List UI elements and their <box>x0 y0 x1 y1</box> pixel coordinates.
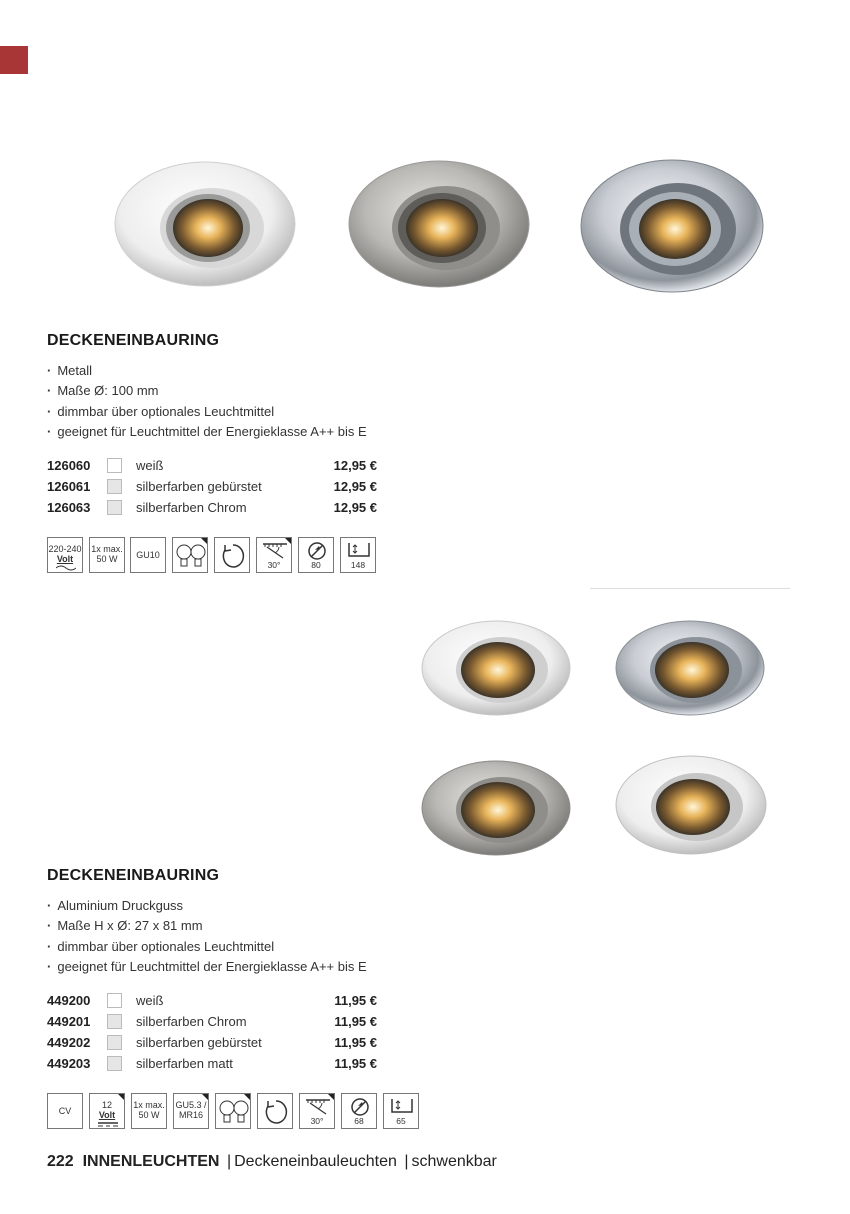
price: 12,95 € <box>333 458 377 473</box>
socket-line2: MR16 <box>178 1110 203 1120</box>
voltage-value: 220-240 <box>48 544 82 554</box>
price: 12,95 € <box>333 479 377 494</box>
tilt-angle-icon <box>256 537 292 573</box>
footer-subcategory: schwenkbar <box>411 1153 497 1170</box>
product-image-white-ring <box>112 158 298 290</box>
feature-item: · dimmbar über optionales Leuchtmittel <box>47 402 367 422</box>
product-table <box>47 990 377 1074</box>
max-watt-icon <box>89 537 125 573</box>
corner-tab <box>0 46 28 74</box>
bulb-icon <box>175 542 207 570</box>
color-name: silberfarben gebürstet <box>136 1035 262 1050</box>
feature-item: · geeignet für Leuchtmittel der Energieklasse A++ bis E <box>47 422 367 442</box>
diameter-value: 68 <box>354 1116 364 1126</box>
socket-icon <box>173 1093 209 1129</box>
divider <box>590 588 790 589</box>
max-watt-icon <box>131 1093 167 1129</box>
article-number: 126063 <box>47 500 91 515</box>
voltage-unit: Volt <box>56 554 74 564</box>
angle-value: 30° <box>267 560 281 570</box>
max-line2: 50 W <box>138 1110 160 1120</box>
color-swatch <box>107 1056 122 1071</box>
diameter-symbol-icon <box>350 1097 370 1117</box>
socket-icon <box>130 537 166 573</box>
rotate-icon <box>221 542 245 570</box>
price: 11,95 € <box>334 993 377 1008</box>
product-image-brushed-ring <box>346 157 532 291</box>
feature-item: · geeignet für Leuchtmittel der Energieklasse A++ bis E <box>47 957 367 977</box>
angle-icon <box>261 541 289 561</box>
voltage-icon <box>47 537 83 573</box>
color-name: silberfarben matt <box>136 1056 233 1071</box>
product-image-matt-ring <box>614 753 768 857</box>
cv-icon <box>47 1093 83 1129</box>
angle-icon <box>304 1097 332 1117</box>
max-line2: 50 W <box>96 554 118 564</box>
bulb-type-icon <box>215 1093 251 1129</box>
footer-separator: | <box>404 1153 409 1170</box>
table-row <box>47 990 377 1011</box>
feature-list <box>47 896 367 977</box>
page-footer <box>47 1153 497 1171</box>
swivel-icon <box>257 1093 293 1129</box>
color-swatch <box>107 458 122 473</box>
table-row <box>47 497 377 518</box>
color-swatch <box>107 1014 122 1029</box>
feature-item: · Maße H x Ø: 27 x 81 mm <box>47 916 367 936</box>
voltage-value: 12 <box>101 1100 112 1110</box>
socket-line1: GU5.3 / <box>175 1100 207 1110</box>
section-title: DECKENEINBAURING <box>47 332 220 349</box>
article-number: 449200 <box>47 993 91 1008</box>
color-name: silberfarben Chrom <box>136 500 247 515</box>
product-image-white-ring <box>420 618 572 718</box>
product-image-chrome-ring <box>578 156 766 296</box>
feature-item: · Maße Ø: 100 mm <box>47 381 367 401</box>
max-line1: 1x max. <box>133 1100 165 1110</box>
diameter-symbol-icon <box>307 541 327 561</box>
article-number: 449201 <box>47 1014 91 1029</box>
feature-list <box>47 361 367 442</box>
bulb-icon <box>218 1098 250 1126</box>
diameter-icon <box>341 1093 377 1129</box>
bulb-type-icon <box>172 537 208 573</box>
cutout-icon <box>340 537 376 573</box>
article-number: 126061 <box>47 479 91 494</box>
color-name: silberfarben Chrom <box>136 1014 247 1029</box>
cutout-value: 148 <box>350 560 366 570</box>
voltage-unit: Volt <box>98 1110 116 1120</box>
color-name: silberfarben gebürstet <box>136 479 262 494</box>
footer-separator: | <box>226 1153 232 1170</box>
product-image-chrome-ring <box>614 618 766 718</box>
article-number: 126060 <box>47 458 91 473</box>
section-title: DECKENEINBAURING <box>47 867 220 884</box>
product-table <box>47 455 377 518</box>
table-row <box>47 1032 377 1053</box>
tilt-angle-icon <box>299 1093 335 1129</box>
feature-item: · dimmbar über optionales Leuchtmittel <box>47 937 367 957</box>
cutout-value: 65 <box>396 1116 406 1126</box>
color-name: weiß <box>136 458 164 473</box>
ac-wave-icon <box>56 565 76 571</box>
color-swatch <box>107 1035 122 1050</box>
color-name: weiß <box>136 993 164 1008</box>
cutout-icon <box>383 1093 419 1129</box>
max-line1: 1x max. <box>91 544 123 554</box>
price: 11,95 € <box>334 1014 377 1029</box>
price: 11,95 € <box>334 1056 377 1071</box>
page-number: 222 <box>47 1153 74 1170</box>
price: 12,95 € <box>333 500 377 515</box>
article-number: 449203 <box>47 1056 91 1071</box>
footer-category: INNENLEUCHTEN <box>82 1153 220 1170</box>
color-swatch <box>107 500 122 515</box>
table-row <box>47 1011 377 1032</box>
dc-line-icon <box>98 1122 118 1127</box>
socket-type: GU10 <box>136 550 160 560</box>
diameter-value: 80 <box>311 560 321 570</box>
diameter-icon <box>298 537 334 573</box>
cutout-depth-icon <box>390 1098 414 1114</box>
voltage-icon <box>89 1093 125 1129</box>
feature-item: · Metall <box>47 361 367 381</box>
cv-label: CV <box>58 1106 72 1116</box>
product-image-brushed-ring <box>420 758 572 858</box>
feature-item: · Aluminium Druckguss <box>47 896 367 916</box>
article-number: 449202 <box>47 1035 91 1050</box>
rotate-icon <box>264 1098 288 1126</box>
angle-value: 30° <box>310 1116 324 1126</box>
price: 11,95 € <box>334 1035 377 1050</box>
footer-subcategory: Deckeneinbauleuchten <box>234 1153 397 1170</box>
cutout-depth-icon <box>347 542 371 558</box>
color-swatch <box>107 993 122 1008</box>
color-swatch <box>107 479 122 494</box>
table-row <box>47 455 377 476</box>
table-row <box>47 1053 377 1074</box>
table-row <box>47 476 377 497</box>
swivel-icon <box>214 537 250 573</box>
